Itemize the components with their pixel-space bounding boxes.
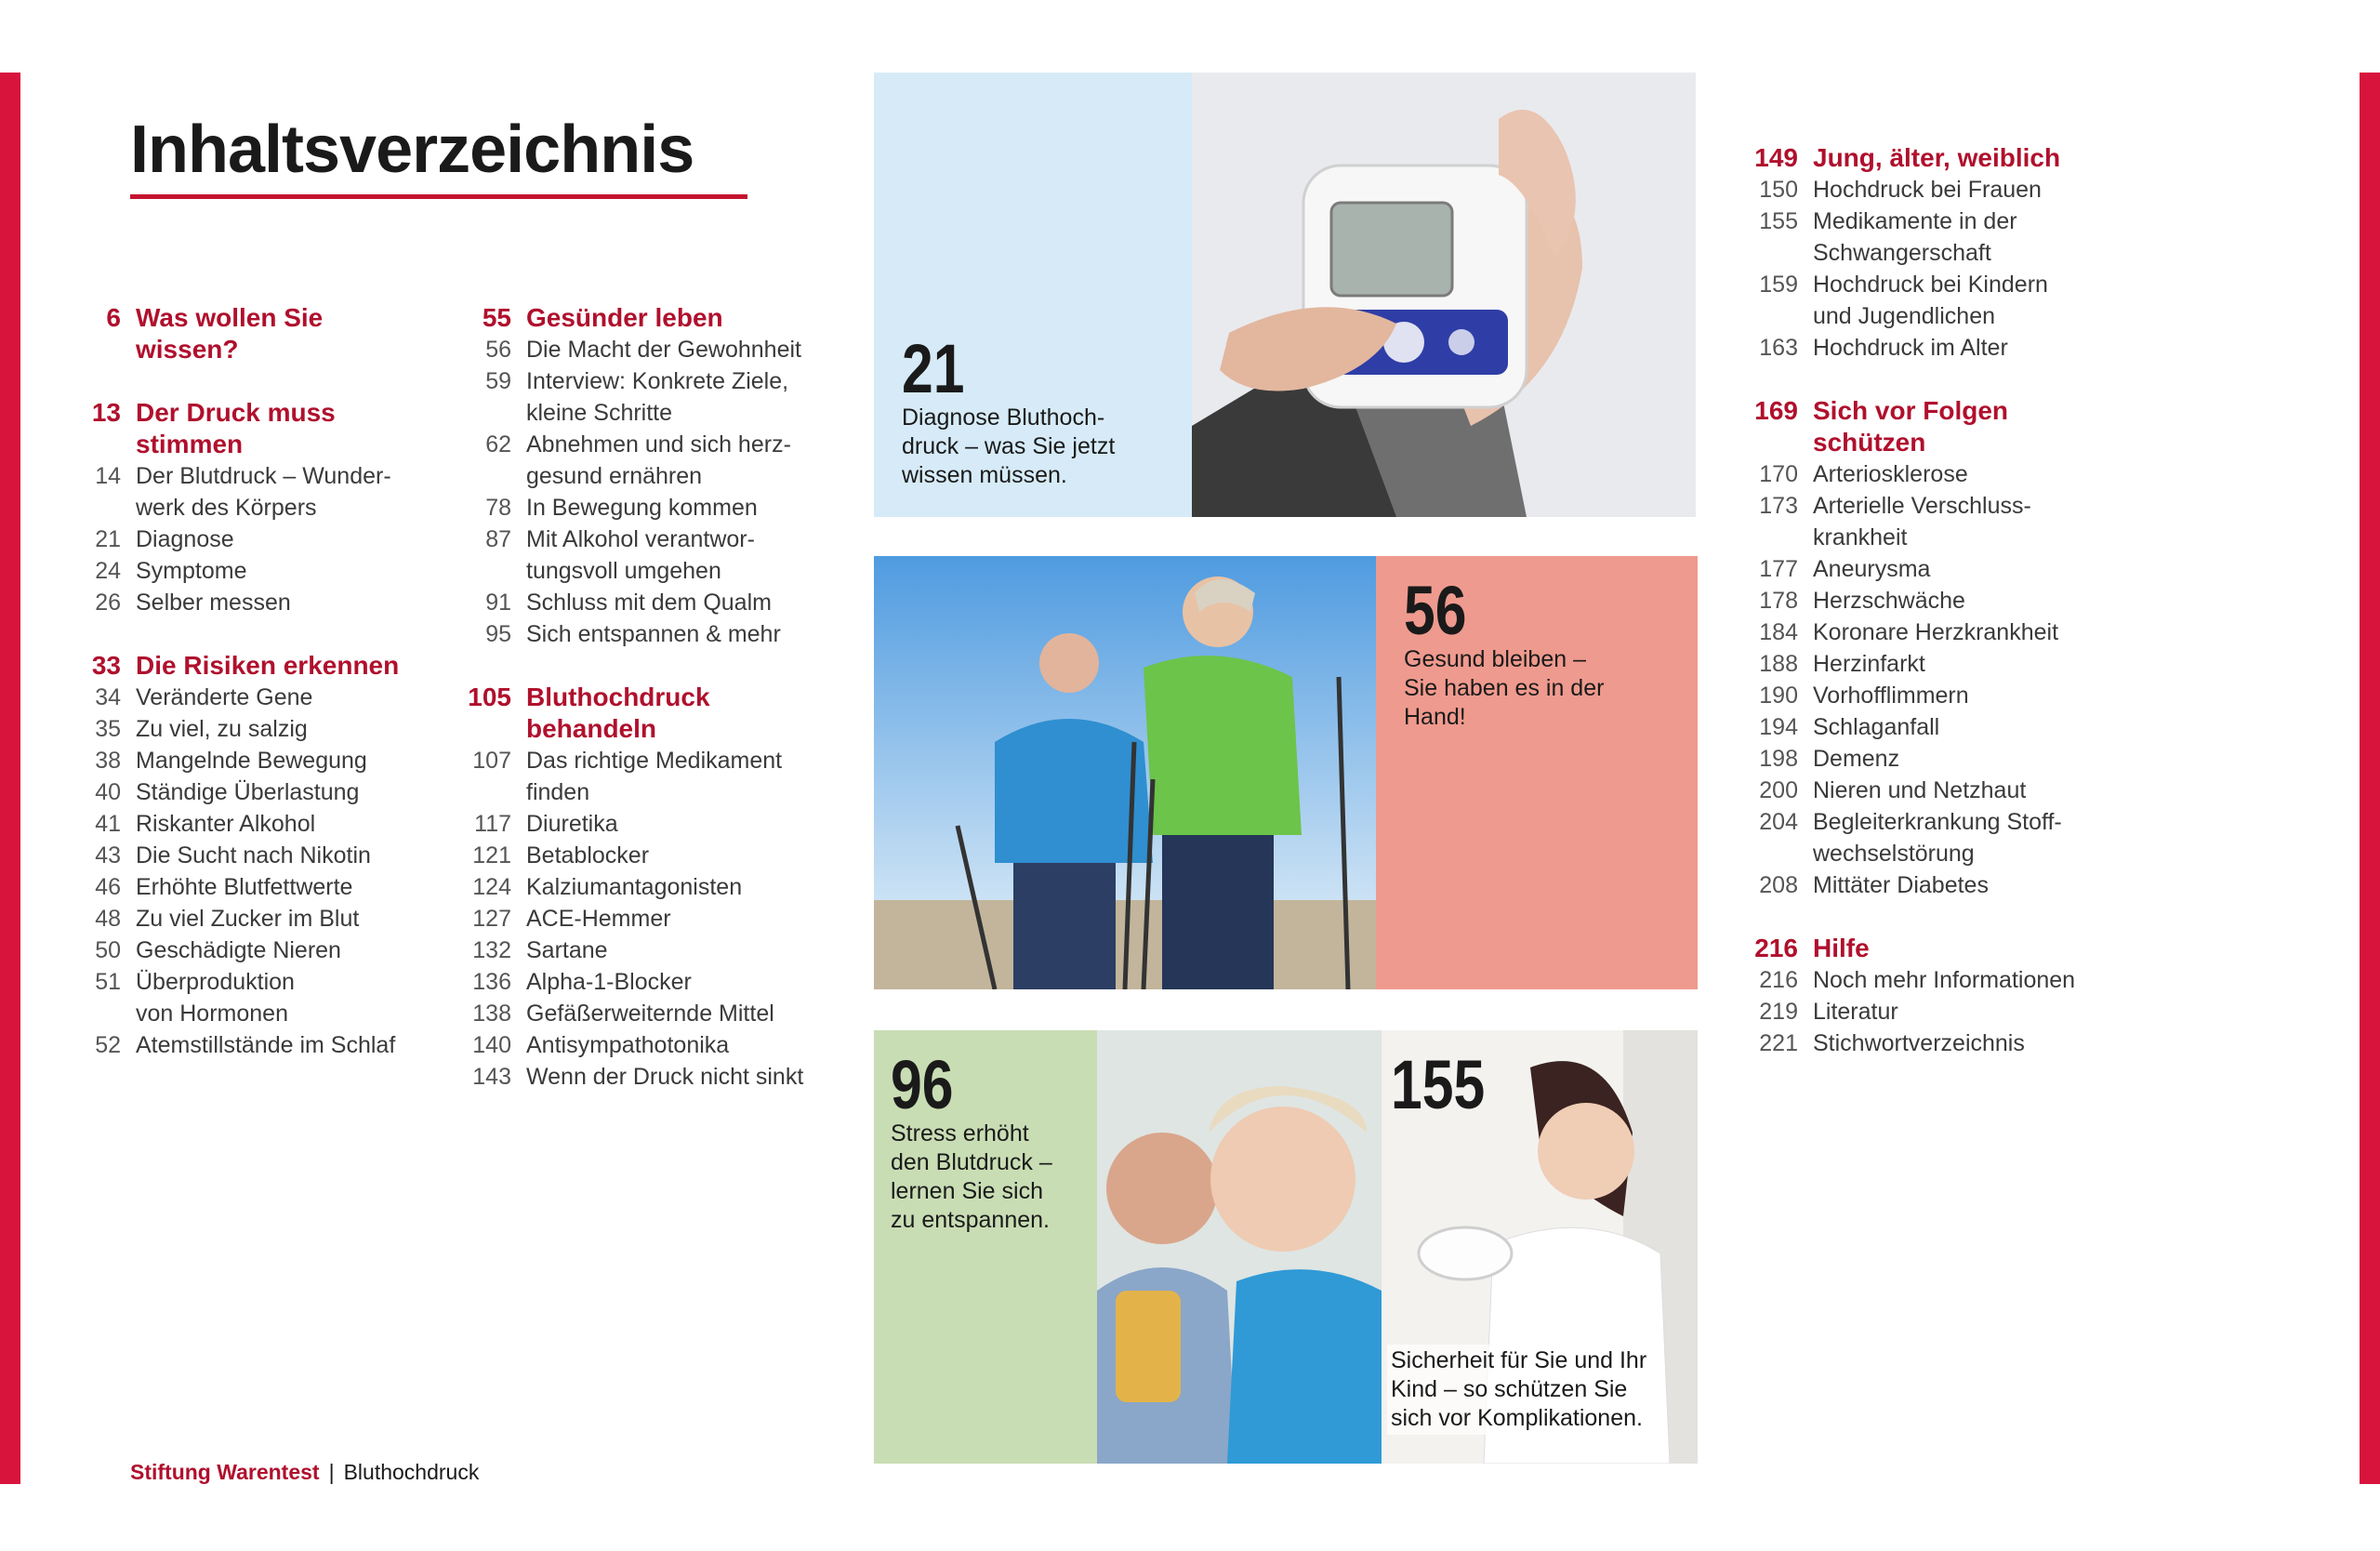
- entry-page-number: 40: [95, 779, 121, 805]
- toc-chapter: [1739, 142, 2075, 364]
- entry-title: Kalziumantagonisten: [526, 874, 743, 900]
- chapter-title: Der Druck muss stimmen: [136, 398, 336, 458]
- toc-entry[interactable]: [1739, 553, 2075, 585]
- entry-title: Mittäter Diabetes: [1813, 872, 1989, 898]
- toc-entry[interactable]: [1739, 775, 2075, 806]
- entry-page-number: 177: [1759, 556, 1798, 582]
- toc-column-2: [456, 302, 803, 1124]
- entry-page-number: 198: [1759, 746, 1798, 772]
- toc-chapter-heading[interactable]: [1739, 933, 2075, 964]
- entry-title: Abnehmen und sich herz- gesund ernähren: [526, 431, 791, 489]
- entry-page-number: 62: [485, 431, 511, 457]
- toc-entry[interactable]: [1739, 869, 2075, 901]
- toc-entry[interactable]: [65, 587, 399, 618]
- panel-pregnancy-number: 155: [1391, 1046, 1486, 1123]
- footer-separator: |: [328, 1460, 335, 1484]
- chapter-page-number: 169: [1754, 396, 1798, 425]
- chapter-title: Jung, älter, weiblich: [1813, 143, 2061, 172]
- entry-title: Ständige Überlastung: [136, 779, 360, 805]
- entry-title: Hochdruck im Alter: [1813, 335, 2008, 361]
- entry-title: Koronare Herzkrankheit: [1813, 619, 2059, 645]
- chapter-page-number: 33: [91, 651, 121, 680]
- entry-page-number: 219: [1759, 999, 1798, 1025]
- toc-entry[interactable]: [456, 587, 803, 618]
- entry-title: Demenz: [1813, 746, 1900, 772]
- toc-chapter: [65, 397, 399, 618]
- toc-entry[interactable]: [65, 840, 399, 871]
- entry-page-number: 204: [1759, 809, 1798, 835]
- entry-page-number: 35: [95, 716, 121, 742]
- toc-chapter: [1739, 933, 2075, 1059]
- toc-entry[interactable]: [456, 966, 803, 998]
- toc-entry[interactable]: [65, 555, 399, 587]
- entry-page-number: 78: [485, 495, 511, 521]
- entry-title: Nieren und Netzhaut: [1813, 777, 2027, 803]
- toc-entry[interactable]: [65, 460, 399, 524]
- panel-stress-caption: Stress erhöht den Blutdruck – lernen Sie sich zu entspannen.: [891, 1120, 1052, 1233]
- entry-page-number: 155: [1759, 208, 1798, 234]
- toc-entry[interactable]: [1739, 743, 2075, 775]
- entry-page-number: 21: [95, 526, 121, 552]
- toc-entry[interactable]: [1739, 680, 2075, 711]
- toc-chapter-heading[interactable]: [456, 302, 803, 334]
- entry-title: Stichwortverzeichnis: [1813, 1030, 2025, 1056]
- toc-entry[interactable]: [1739, 490, 2075, 553]
- toc-entry[interactable]: [1739, 1027, 2075, 1059]
- entry-title: Zu viel, zu salzig: [136, 716, 308, 742]
- entry-title: Noch mehr Informationen: [1813, 967, 2076, 993]
- chapter-title: Die Risiken erkennen: [136, 651, 400, 680]
- entry-page-number: 46: [95, 874, 121, 900]
- toc-chapter: [456, 302, 803, 650]
- entry-title: Herzschwäche: [1813, 588, 1965, 614]
- entry-page-number: 136: [472, 969, 511, 995]
- entry-title: Alpha-1-Blocker: [526, 969, 692, 995]
- toc-column-3: [1739, 142, 2075, 1091]
- chapter-title: Bluthochdruck behandeln: [526, 683, 710, 743]
- entry-title: Überproduktion von Hormonen: [136, 969, 295, 1027]
- chapter-title: Was wollen Sie wissen?: [136, 303, 324, 364]
- entry-page-number: 41: [95, 811, 121, 837]
- entry-page-number: 14: [95, 463, 121, 489]
- entry-page-number: 95: [485, 621, 511, 647]
- toc-chapter-heading[interactable]: [1739, 142, 2075, 174]
- entry-title: Herzinfarkt: [1813, 651, 1925, 677]
- entry-page-number: 188: [1759, 651, 1798, 677]
- toc-entry[interactable]: [1739, 269, 2075, 332]
- toc-chapter: [456, 682, 803, 1093]
- toc-entry[interactable]: [65, 935, 399, 966]
- panel-gesund-number: 56: [1404, 572, 1467, 649]
- entry-title: Medikamente in der Schwangerschaft: [1813, 208, 2017, 266]
- entry-page-number: 91: [485, 590, 511, 616]
- toc-chapter-heading[interactable]: [65, 397, 399, 460]
- toc-entry[interactable]: [456, 935, 803, 966]
- entry-page-number: 194: [1759, 714, 1798, 740]
- toc-chapter: [65, 650, 399, 1061]
- entry-title: Gefäßerweiternde Mittel: [526, 1001, 774, 1027]
- entry-title: Die Sucht nach Nikotin: [136, 842, 371, 868]
- panel-gesund: [874, 556, 1698, 989]
- entry-page-number: 26: [95, 590, 121, 616]
- blood-pressure-monitor-image: [1192, 73, 1696, 517]
- chapter-title: Gesünder leben: [526, 303, 723, 332]
- entry-page-number: 132: [472, 937, 511, 963]
- entry-title: ACE-Hemmer: [526, 906, 671, 932]
- entry-page-number: 121: [472, 842, 511, 868]
- entry-title: Der Blutdruck – Wunder- werk des Körpers: [136, 463, 391, 521]
- toc-entry[interactable]: [456, 524, 803, 587]
- entry-page-number: 87: [485, 526, 511, 552]
- chapter-page-number: 6: [106, 303, 121, 332]
- entry-title: Atemstillstände im Schlaf: [136, 1032, 396, 1058]
- panel-diagnose-number: 21: [902, 330, 965, 407]
- entry-title: Veränderte Gene: [136, 684, 313, 710]
- entry-page-number: 143: [472, 1064, 511, 1090]
- entry-page-number: 43: [95, 842, 121, 868]
- entry-page-number: 107: [472, 748, 511, 774]
- entry-page-number: 138: [472, 1001, 511, 1027]
- entry-page-number: 127: [472, 906, 511, 932]
- entry-page-number: 24: [95, 558, 121, 584]
- toc-entry[interactable]: [1739, 648, 2075, 680]
- toc-entry[interactable]: [456, 492, 803, 524]
- chapter-page-number: 13: [91, 398, 121, 427]
- entry-title: Schlaganfall: [1813, 714, 1940, 740]
- toc-entry[interactable]: [456, 1061, 803, 1093]
- toc-entry[interactable]: [1739, 174, 2075, 205]
- panel-stress-and-pregnancy: [874, 1030, 1698, 1464]
- entry-page-number: 208: [1759, 872, 1798, 898]
- chapter-page-number: 216: [1754, 934, 1798, 962]
- chapter-title: Hilfe: [1813, 934, 1870, 962]
- toc-entry[interactable]: [1739, 332, 2075, 364]
- entry-page-number: 34: [95, 684, 121, 710]
- toc-entry[interactable]: [65, 871, 399, 903]
- entry-page-number: 184: [1759, 619, 1798, 645]
- entry-title: Mit Alkohol verantwor- tungsvoll umgehen: [526, 526, 755, 584]
- entry-page-number: 190: [1759, 683, 1798, 709]
- entry-title: Aneurysma: [1813, 556, 1931, 582]
- entry-title: Begleiterkrankung Stoff- wechselstörung: [1813, 809, 2062, 867]
- panel-diagnose: [874, 73, 1696, 517]
- entry-title: Zu viel Zucker im Blut: [136, 906, 360, 932]
- entry-page-number: 124: [472, 874, 511, 900]
- panel-diagnose-caption: Diagnose Bluthoch- druck – was Sie jetzt wissen müssen.: [902, 404, 1116, 488]
- toc-chapter-heading[interactable]: [456, 682, 803, 745]
- entry-page-number: 52: [95, 1032, 121, 1058]
- entry-page-number: 59: [485, 368, 511, 394]
- toc-entry[interactable]: [456, 429, 803, 492]
- panel-pregnancy-caption: Sicherheit für Sie und Ihr Kind – so schützen Sie sich vor Komplikationen.: [1387, 1345, 1650, 1435]
- toc-chapter: [65, 302, 399, 365]
- toc-entry[interactable]: [456, 745, 803, 808]
- chapter-page-number: 55: [482, 303, 511, 332]
- entry-title: In Bewegung kommen: [526, 495, 758, 521]
- toc-entry[interactable]: [65, 1029, 399, 1061]
- entry-page-number: 140: [472, 1032, 511, 1058]
- toc-entry[interactable]: [456, 998, 803, 1029]
- toc-entry[interactable]: [456, 334, 803, 365]
- entry-page-number: 50: [95, 937, 121, 963]
- entry-title: Geschädigte Nieren: [136, 937, 341, 963]
- toc-entry[interactable]: [65, 776, 399, 808]
- entry-page-number: 173: [1759, 493, 1798, 519]
- entry-page-number: 150: [1759, 177, 1798, 203]
- panel-gesund-caption: Gesund bleiben – Sie haben es in der Hand!: [1404, 646, 1605, 730]
- entry-page-number: 221: [1759, 1030, 1798, 1056]
- toc-entry[interactable]: [456, 808, 803, 840]
- entry-title: Arteriosklerose: [1813, 461, 1968, 487]
- entry-title: Sartane: [526, 937, 608, 963]
- entry-title: Die Macht der Gewohnheit: [526, 337, 801, 363]
- entry-title: Mangelnde Bewegung: [136, 748, 367, 774]
- entry-title: Wenn der Druck nicht sinkt: [526, 1064, 804, 1090]
- entry-page-number: 51: [95, 969, 121, 995]
- toc-entry[interactable]: [456, 903, 803, 935]
- toc-entry[interactable]: [1739, 996, 2075, 1027]
- entry-title: Riskanter Alkohol: [136, 811, 316, 837]
- toc-entry[interactable]: [1739, 806, 2075, 869]
- toc-entry[interactable]: [65, 713, 399, 745]
- entry-title: Sich entspannen & mehr: [526, 621, 781, 647]
- toc-chapter-heading[interactable]: [65, 650, 399, 682]
- entry-title: Interview: Konkrete Ziele, kleine Schritte: [526, 368, 789, 426]
- left-red-edge: [0, 73, 20, 1484]
- entry-title: Schluss mit dem Qualm: [526, 590, 772, 616]
- entry-title: Arterielle Verschluss- krankheit: [1813, 493, 2031, 550]
- footer-book-title: Bluthochdruck: [343, 1460, 480, 1484]
- toc-entry[interactable]: [65, 808, 399, 840]
- toc-entry[interactable]: [1739, 711, 2075, 743]
- title-underline: [130, 194, 747, 199]
- entry-title: Betablocker: [526, 842, 650, 868]
- toc-entry[interactable]: [456, 618, 803, 650]
- entry-page-number: 163: [1759, 335, 1798, 361]
- entry-page-number: 38: [95, 748, 121, 774]
- chapter-page-number: 149: [1754, 143, 1798, 172]
- entry-page-number: 170: [1759, 461, 1798, 487]
- toc-entry[interactable]: [456, 840, 803, 871]
- footer-brand: Stiftung Warentest: [130, 1460, 320, 1484]
- entry-title: Diuretika: [526, 811, 618, 837]
- entry-title: Selber messen: [136, 590, 291, 616]
- entry-page-number: 56: [485, 337, 511, 363]
- entry-title: Symptome: [136, 558, 247, 584]
- footer: [130, 1460, 479, 1485]
- toc-entry[interactable]: [1739, 585, 2075, 616]
- toc-entry[interactable]: [1739, 964, 2075, 996]
- entry-page-number: 117: [474, 811, 511, 837]
- chapter-page-number: 105: [468, 683, 511, 711]
- toc-entry[interactable]: [1739, 205, 2075, 269]
- toc-entry[interactable]: [1739, 616, 2075, 648]
- senior-couple-image: [1097, 1030, 1382, 1464]
- chapter-title: Sich vor Folgen schützen: [1813, 396, 2009, 457]
- entry-title: Antisympathotonika: [526, 1032, 730, 1058]
- toc-chapter: [1739, 395, 2075, 901]
- toc-chapter-heading[interactable]: [65, 302, 399, 365]
- entry-title: Vorhofflimmern: [1813, 683, 1969, 709]
- entry-title: Hochdruck bei Kindern und Jugendlichen: [1813, 272, 2048, 329]
- toc-column-1: [65, 302, 399, 1093]
- toc-entry[interactable]: [456, 1029, 803, 1061]
- toc-entry[interactable]: [65, 745, 399, 776]
- page-title: Inhaltsverzeichnis: [130, 113, 694, 187]
- entry-page-number: 159: [1759, 272, 1798, 298]
- entry-page-number: 178: [1759, 588, 1798, 614]
- panel-stress-number: 96: [891, 1046, 954, 1123]
- entry-page-number: 200: [1759, 777, 1798, 803]
- entry-title: Erhöhte Blutfettwerte: [136, 874, 353, 900]
- toc-entry[interactable]: [456, 365, 803, 429]
- entry-page-number: 216: [1759, 967, 1798, 993]
- nordic-walking-image: [874, 556, 1376, 989]
- toc-entry[interactable]: [65, 524, 399, 555]
- toc-chapter-heading[interactable]: [1739, 395, 2075, 458]
- entry-page-number: 48: [95, 906, 121, 932]
- toc-entry[interactable]: [65, 682, 399, 713]
- entry-title: Literatur: [1813, 999, 1898, 1025]
- toc-entry[interactable]: [456, 871, 803, 903]
- toc-entry[interactable]: [65, 966, 399, 1029]
- entry-title: Das richtige Medikament finden: [526, 748, 783, 805]
- entry-title: Hochdruck bei Frauen: [1813, 177, 2042, 203]
- toc-entry[interactable]: [1739, 458, 2075, 490]
- toc-entry[interactable]: [65, 903, 399, 935]
- entry-title: Diagnose: [136, 526, 234, 552]
- right-red-edge: [2360, 73, 2380, 1484]
